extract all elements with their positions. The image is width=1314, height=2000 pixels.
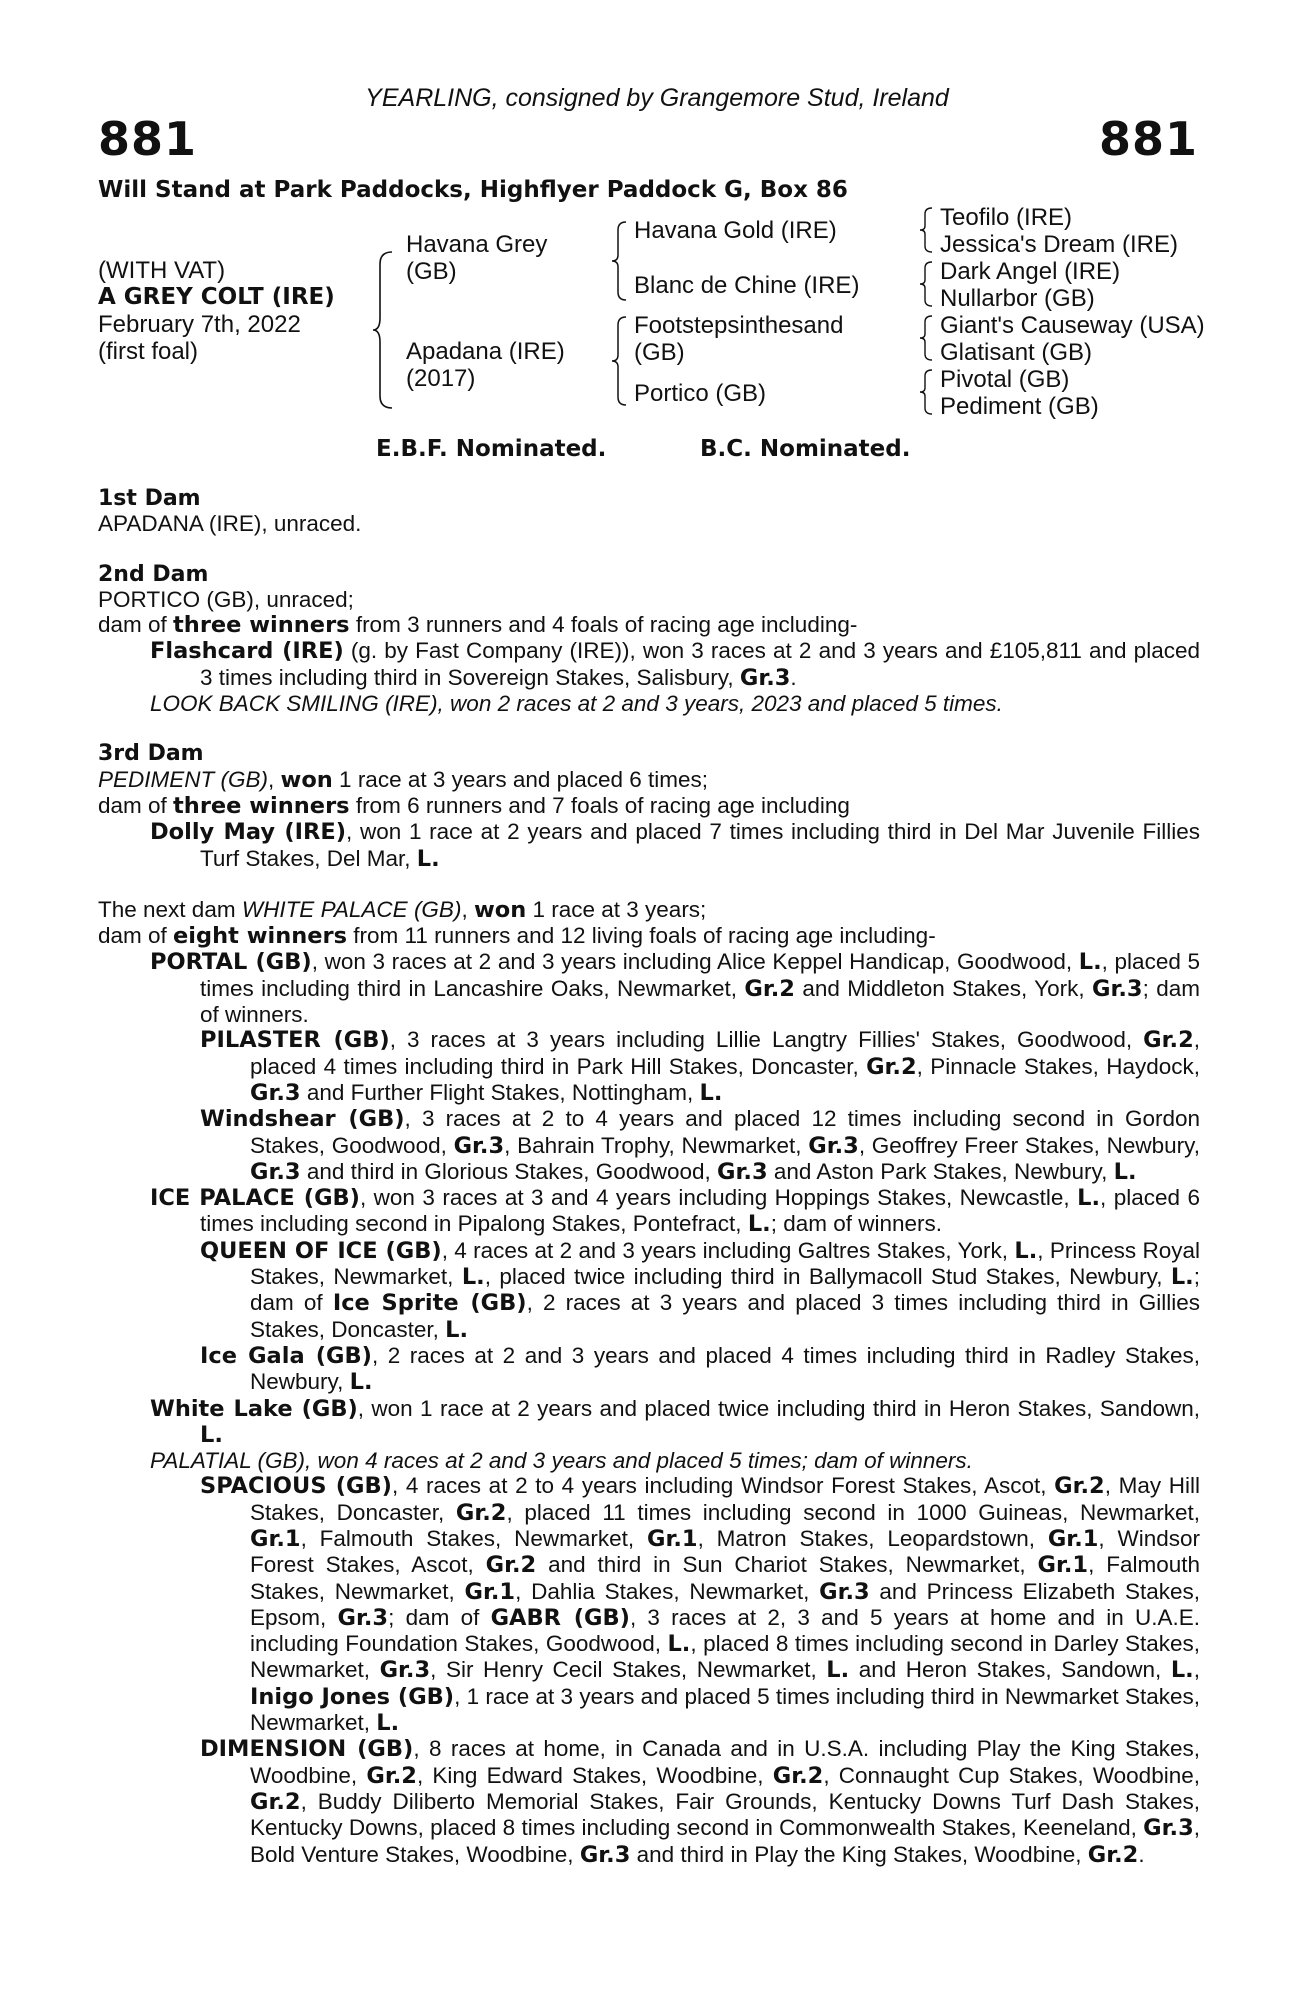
gen3-8: Pediment (GB)	[940, 393, 1099, 420]
first-dam-text: APADANA (IRE), unraced.	[98, 511, 362, 537]
ebf-nomination: E.B.F. Nominated.	[376, 436, 607, 462]
sire-name: Havana Grey	[406, 231, 548, 258]
sire-block	[406, 231, 547, 285]
gen3-brace-2	[918, 260, 934, 308]
gen3-list	[940, 204, 1205, 420]
dam-dam: Portico (GB)	[634, 380, 767, 407]
gen3-2: Jessica's Dream (IRE)	[940, 231, 1178, 258]
spacious-entry: SPACIOUS (GB), 4 races at 2 to 4 years including Windsor Forest Stakes, Ascot, Gr.2, May Hill Stakes, Doncaster, Gr.2, placed 11 times including second in 1000 Guineas, Newmarket, Gr.1, Falmouth Stakes, Newmarket, Gr.1, Matron Stakes, Leopardstown, Gr.1, Windsor Forest Stakes, Ascot, Gr.2 and third in Sun Chariot Stakes, Newmarket, Gr.1, Falmouth Stakes, Newmarket, Gr.1, Dahlia Stakes, Newmarket, Gr.3 and Princess Elizabeth Stakes, Epsom, Gr.3; dam of GABR (GB), 3 races at 2, 3 and 5 years at home and in U.A.E. including Foundation Stakes, Goodwood, L., placed 8 times including second in Darley Stakes, Newmarket, Gr.3, Sir Henry Cecil Stakes, Newmarket, L. and Heron Stakes, Sandown, L., Inigo Jones (GB), 1 race at 3 years and placed 5 times including third in Newmarket Stakes, Newmarket, L.	[200, 1473, 1201, 1737]
lookback-entry: LOOK BACK SMILING (IRE), won 2 races at 2 and 3 years, 2023 and placed 5 times.	[150, 691, 1003, 717]
second-dam-line: PORTICO (GB), unraced;	[98, 586, 354, 612]
third-dam-produce: dam of three winners from 6 runners and 7 foals of racing age including	[98, 792, 850, 819]
gen3-4: Nullarbor (GB)	[940, 285, 1095, 312]
stabling-location: Will Stand at Park Paddocks, Highflyer Paddock G, Box 86	[98, 177, 848, 203]
gen3-3: Dark Angel (IRE)	[940, 258, 1121, 285]
dam-sire-brace	[610, 315, 628, 407]
dam-sire-origin: (GB)	[634, 339, 685, 366]
dimension-entry: DIMENSION (GB), 8 races at home, in Canada and in U.S.A. including Play the King Stakes, Woodbine, Gr.2, King Edward Stakes, Woodbine, Gr.2, Connaught Cup Stakes, Woodbine, Gr.2, Buddy Diliberto Memorial Stakes, Fair Grounds, Kentucky Downs Turf Dash Stakes, Kentucky Downs, placed 8 times including second in Commonwealth Stakes, Keeneland, Gr.3, Bold Venture Stakes, Woodbine, Gr.3 and third in Play the King Stakes, Woodbine, Gr.2.	[200, 1736, 1200, 1868]
windshear-entry: Windshear (GB), 3 races at 2 to 4 years and placed 12 times including second in Gordon Stakes, Goodwood, Gr.3, Bahrain Trophy, Newmarket, Gr.3, Geoffrey Freer Stakes, Newbury, Gr.3 and third in Glorious Stakes, Goodwood, Gr.3 and Aston Park Stakes, Newbury, L.	[200, 1106, 1201, 1185]
bc-nomination: B.C. Nominated.	[700, 436, 911, 462]
white-lake-entry: White Lake (GB), won 1 race at 2 years and placed twice including third in Heron Stakes, Sandown, L.	[150, 1395, 1201, 1448]
vat-note: (WITH VAT)	[98, 257, 226, 284]
dolly-may-entry: Dolly May (IRE), won 1 race at 2 years and placed 7 times including third in Del Mar Juvenile Fillies Turf Stakes, Del Mar, L.	[150, 819, 1200, 872]
gen3-5: Giant's Causeway (USA)	[940, 312, 1205, 339]
dam-sire	[634, 312, 843, 366]
pilaster-entry: PILASTER (GB), 3 races at 3 years including Lillie Langtry Fillies' Stakes, Goodwood, Gr.2, placed 4 times including third in Park Hill Stakes, Doncaster, Gr.2, Pinnacle Stakes, Haydock, Gr.3 and Further Flight Stakes, Nottingham, L.	[200, 1027, 1200, 1106]
next-dam-line: The next dam WHITE PALACE (GB), won 1 race at 3 years;	[98, 896, 707, 923]
flashcard-name: Flashcard (IRE)	[150, 638, 344, 665]
foaling-date: February 7th, 2022	[98, 311, 301, 338]
gen3-1: Teofilo (IRE)	[940, 204, 1073, 231]
second-dam-produce: dam of three winners from 3 runners and 4 foals of racing age including-	[98, 612, 858, 639]
flashcard-entry: Flashcard (IRE) (g. by Fast Company (IRE)), won 3 races at 2 and 3 years and £105,811 and placed 3 times including third in Sovereign Stakes, Salisbury, Gr.3.	[150, 638, 1200, 691]
portal-entry: PORTAL (GB), won 3 races at 2 and 3 years including Alice Keppel Handicap, Goodwood, L., placed 5 times including third in Lancashire Oaks, Newmarket, Gr.2 and Middleton Stakes, York, Gr.3; dam of winners.	[150, 949, 1200, 1028]
dam-sire-name: Footstepsinthesand	[634, 312, 844, 339]
queen-of-ice-entry: QUEEN OF ICE (GB), 4 races at 2 and 3 years including Galtres Stakes, York, L., Princess Royal Stakes, Newmarket, L., placed twice including third in Ballymacoll Stud Stakes, Newbury, L.; dam of Ice Sprite (GB), 2 races at 3 years and placed 3 times including third in Gillies Stakes, Doncaster, L.	[200, 1237, 1200, 1343]
foal-note: (first foal)	[98, 338, 199, 365]
gen3-brace-4	[918, 368, 934, 416]
consignment-line: YEARLING, consigned by Grangemore Stud, Ireland	[365, 84, 949, 112]
gen3-brace-1	[918, 206, 934, 254]
third-dam-line: PEDIMENT (GB), won 1 race at 3 years and placed 6 times;	[98, 766, 709, 793]
horse-name: A GREY COLT (IRE)	[98, 284, 335, 310]
second-dam-heading: 2nd Dam	[98, 561, 209, 587]
third-dam-heading: 3rd Dam	[98, 741, 204, 767]
catalogue-body	[98, 486, 1200, 1868]
lot-number-left: 881	[98, 112, 198, 166]
sire-brace	[610, 220, 628, 302]
gen3-7: Pivotal (GB)	[940, 366, 1070, 393]
sire-origin: (GB)	[406, 258, 457, 285]
next-dam-produce: dam of eight winners from 11 runners and 12 living foals of racing age including-	[98, 923, 936, 950]
ice-palace-entry: ICE PALACE (GB), won 3 races at 3 and 4 years including Hoppings Stakes, Newcastle, L., placed 6 times including second in Pipalong Stakes, Pontefract, L.; dam of winners.	[150, 1185, 1200, 1238]
dam-year: (2017)	[406, 365, 476, 392]
dam-name: Apadana (IRE)	[406, 338, 565, 365]
sire-sire: Havana Gold (IRE)	[634, 217, 837, 244]
gen3-6: Glatisant (GB)	[940, 339, 1093, 366]
dam-block	[406, 338, 565, 392]
sire-dam: Blanc de Chine (IRE)	[634, 272, 860, 299]
gen3-brace-3	[918, 314, 934, 362]
horse-block	[98, 257, 335, 365]
palatial-entry: PALATIAL (GB), won 4 races at 2 and 3 years and placed 5 times; dam of winners.	[150, 1448, 973, 1474]
lot-number-right: 881	[1098, 112, 1198, 166]
first-dam-heading: 1st Dam	[98, 486, 201, 511]
ice-gala-entry: Ice Gala (GB), 2 races at 2 and 3 years and placed 4 times including third in Radley Stakes, Newbury, L.	[200, 1342, 1201, 1396]
pedigree-brace	[372, 250, 394, 410]
